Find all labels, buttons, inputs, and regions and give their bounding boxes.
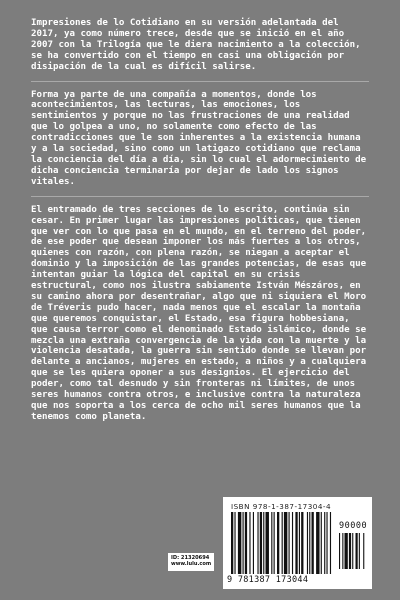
price-code: 90000	[339, 521, 368, 531]
lulu-url-text: www.lulu.com	[171, 561, 212, 568]
back-cover-text	[31, 18, 372, 439]
lulu-id-label	[168, 553, 214, 571]
lulu-id-text: ID: 21320694	[171, 555, 210, 561]
isbn-barcode	[223, 497, 372, 589]
paragraph-sections: El entramado de tres secciones de lo escrito, continúa sin cesar. En primer lugar las impresiones políticas, que tienen que ver con lo que pasa en el mundo, en el terreno del poder, de ese poder que desean imponer los más fuertes a los otros, quienes con razón, con plena razón, se niegan a aceptar el dominio y la imposición de las grandes potencias, de esas que intentan guiar la lógica del capital en su crisis estructural, como nos ilustra sabiamente István Mészáros, en su camino ahora por desentrañar, algo que ni siquiera el Moro de Tréveris pudo hacer, nada menos que el escalar la montaña que queremos conquistar, el Estado, esa figura hobbesiana, que causa terror como el denominado Estado islámico, donde se mezcla una extraña convergencia de la vida con la muerte y la violencia desatada, la guerra sin sentido donde se llevan por delante a ancianos, mujeres en estado, a niños y a cualquiera que se les quiera oponer a sus designios. El ejercicio del poder, como tal desnudo y sin fronteras ni límites, de unos seres humanos contra otros, e inclusive contra la naturaleza que nos soporta a los cerca de ocho mil seres humanos que la tenemos como planeta.	[31, 204, 372, 422]
isbn-label: ISBN 978-1-387-17304-4	[231, 502, 332, 511]
paragraph-companion: Forma ya parte de una compañía a momentos, donde los acontecimientos, las lecturas, las emociones, los sentimientos y porque no las frustraciones de una realidad que lo golpea a uno, no solamente como efecto de las contradicciones que le son inherentes a la existencia humana y a la sociedad, sino como un latigazo cotidiano que reclama la conciencia del día a día, sin lo cual el adormecimiento de dicha conciencia terminaría por dejar de lado los signos vitales.	[31, 90, 369, 197]
barcode-digits: 9 781387 173044	[227, 575, 309, 585]
paragraph-intro: Impresiones de lo Cotidiano en su versión adelantada del 2017, ya como número trece, desde que se inició en el año 2007 con la Trilogía que le diera nacimiento a la colección, se ha convertido con el tiempo en casi una obligación por disipación de la cual es difícil salirse.	[31, 18, 369, 82]
